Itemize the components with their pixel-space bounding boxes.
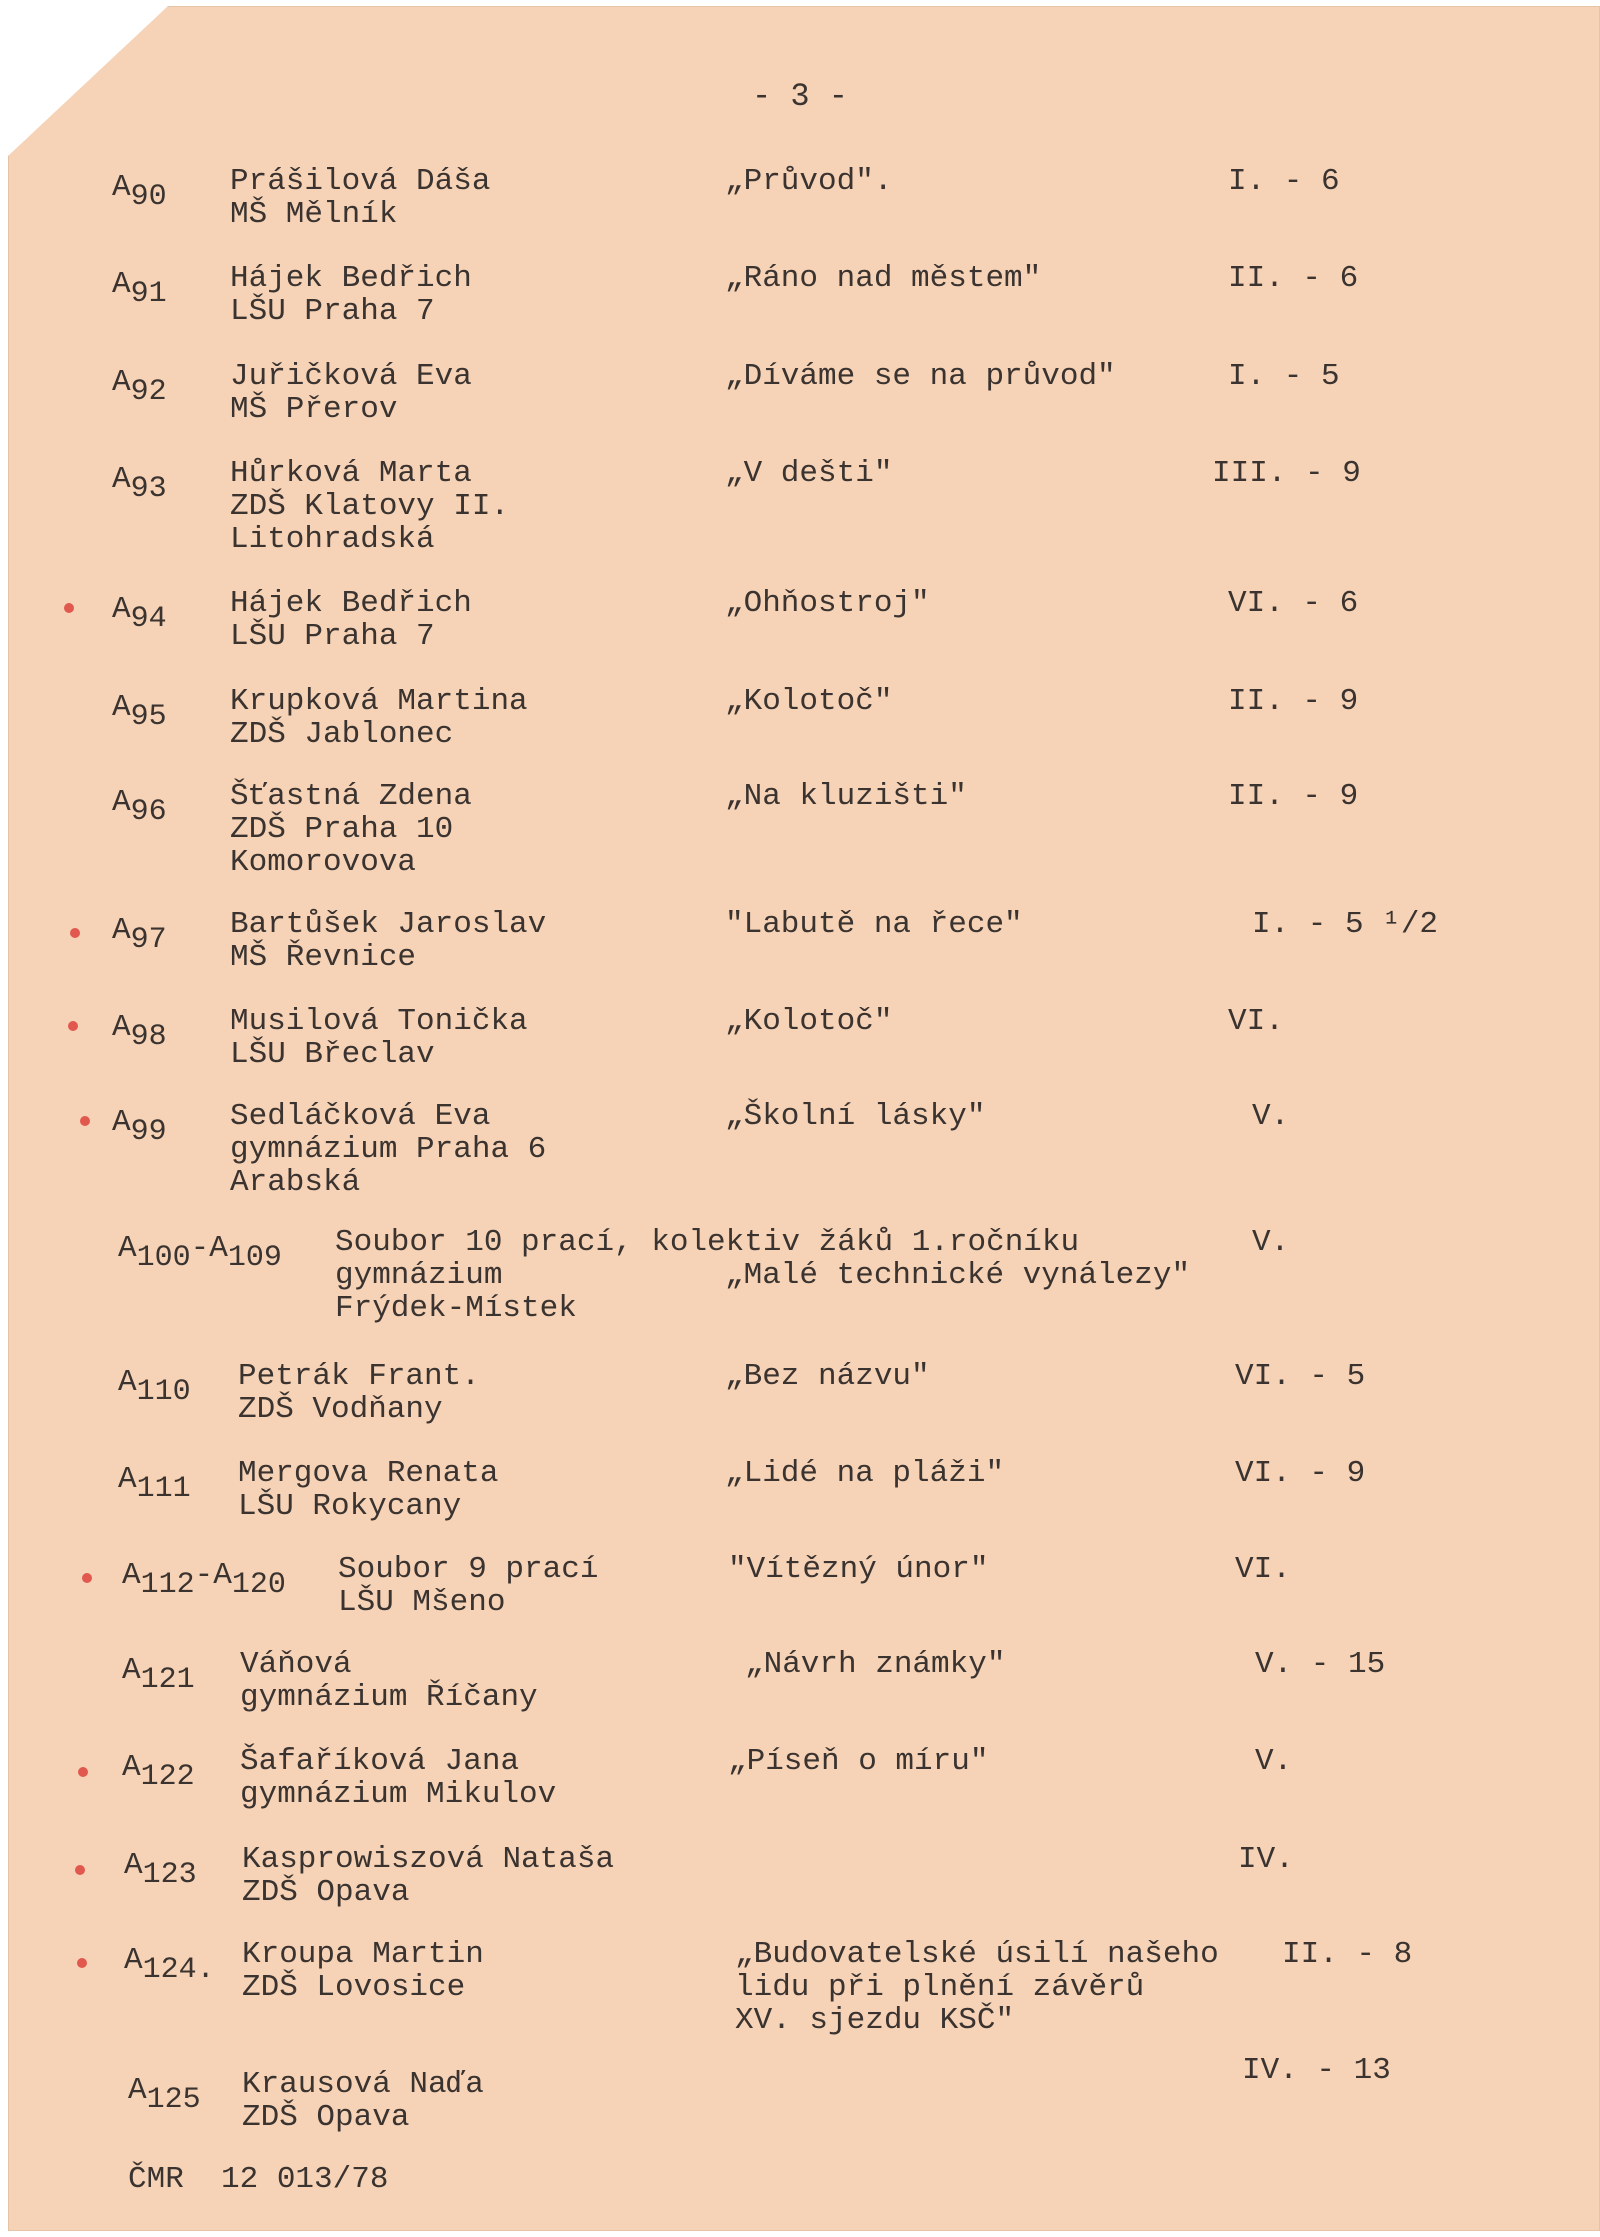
entry-id: $A_{124.}$ <box>124 1943 215 1987</box>
entry-id: $A_{100}-A_{109}$ <box>118 1231 282 1275</box>
entry-grade: IV. <box>1238 1842 1294 1877</box>
document-reference: ČMR 12 013/78 <box>128 2162 389 2197</box>
entry-id: $A_{122}$ <box>122 1750 195 1794</box>
entry-grade: VI. <box>1228 1004 1284 1039</box>
red-dot-mark <box>75 1865 85 1875</box>
entry-title: „V dešti" <box>725 456 893 491</box>
entry-id: $A_{99}$ <box>112 1105 167 1149</box>
entry-id: $A_{95}$ <box>112 690 167 734</box>
entry-title: „Malé technické vynálezy" <box>725 1258 1191 1293</box>
entry-grade: I. - 6 <box>1228 164 1340 199</box>
entry-grade: II. - 9 <box>1228 684 1359 719</box>
entry-name: Bartůšek Jaroslav MŠ Řevnice <box>230 907 547 975</box>
entry-id: $A_{121}$ <box>122 1653 195 1697</box>
entry-grade: VI. <box>1235 1552 1291 1587</box>
entry-name: Krupková Martina ZDŠ Jablonec <box>230 684 528 752</box>
page-number: - 3 - <box>751 78 848 115</box>
entry-title: „Díváme se na průvod" <box>725 359 1116 394</box>
entry-title: „Na kluzišti" <box>725 779 967 814</box>
entry-grade: VI. - 5 <box>1235 1359 1366 1394</box>
red-dot-mark <box>77 1958 87 1968</box>
entry-name: Váňová gymnázium Říčany <box>240 1647 538 1715</box>
red-dot-mark <box>78 1767 88 1777</box>
red-dot-mark <box>70 928 80 938</box>
entry-title: „Průvod". <box>725 164 893 199</box>
entry-title: „Návrh známky" <box>745 1647 1006 1682</box>
entry-name: Sedláčková Eva gymnázium Praha 6 Arabská <box>230 1099 547 1200</box>
entry-id: $A_{94}$ <box>112 592 167 636</box>
entry-name: Krausová Naďa ZDŠ Opava <box>242 2067 484 2135</box>
entry-name: Prášilová Dáša MŠ Mělník <box>230 164 491 232</box>
entry-grade: I. - 5 ¹/2 <box>1252 907 1439 942</box>
red-dot-mark <box>64 603 74 613</box>
entry-title: „Lidé na pláži" <box>725 1456 1005 1491</box>
entry-name: Hájek Bedřich LŠU Praha 7 <box>230 586 472 654</box>
entry-name: Šafaříková Jana gymnázium Mikulov <box>240 1744 557 1812</box>
entry-name: Juřičková Eva MŠ Přerov <box>230 359 472 427</box>
entry-name: Šťastná Zdena ZDŠ Praha 10 Komorovova <box>230 779 472 880</box>
entry-id: $A_{92}$ <box>112 365 167 409</box>
entry-title: „Kolotoč" <box>725 1004 893 1039</box>
entry-id: $A_{93}$ <box>112 462 167 506</box>
entry-id: $A_{125}$ <box>128 2073 201 2117</box>
entry-grade: IV. - 13 <box>1242 2053 1391 2088</box>
entry-id: $A_{96}$ <box>112 785 167 829</box>
entry-grade: I. - 5 <box>1228 359 1340 394</box>
entry-grade: V. - 15 <box>1255 1647 1386 1682</box>
entry-title: „Ohňostroj" <box>725 586 930 621</box>
entry-name: Musilová Tonička LŠU Břeclav <box>230 1004 528 1072</box>
entry-grade: II. - 6 <box>1228 261 1359 296</box>
entry-id: $A_{111}$ <box>118 1462 191 1506</box>
entry-grade: II. - 9 <box>1228 779 1359 814</box>
collective-text: Soubor 10 prací, kolektiv žáků 1.ročníku gymnázium Frýdek-Místek <box>335 1225 1080 1326</box>
entry-name: Hůrková Marta ZDŠ Klatovy II. Litohradská <box>230 456 510 557</box>
entry-id: $A_{91}$ <box>112 267 167 311</box>
entry-grade: II. - 8 <box>1282 1937 1413 1972</box>
entry-id: $A_{110}$ <box>118 1365 191 1409</box>
entry-grade: VI. - 9 <box>1235 1456 1366 1491</box>
entry-title: „Budovatelské úsilí našeho lidu při plnění závěrů XV. sjezdu KSČ" <box>735 1937 1219 2038</box>
entry-id: $A_{98}$ <box>112 1010 167 1054</box>
entry-title: „Kolotoč" <box>725 684 893 719</box>
entry-id: $A_{112}-A_{120}$ <box>122 1558 286 1602</box>
entry-name: Petrák Frant. ZDŠ Vodňany <box>238 1359 480 1427</box>
entry-id: $A_{123}$ <box>124 1848 197 1892</box>
entry-title: "Vítězný únor" <box>728 1552 989 1587</box>
red-dot-mark <box>82 1573 92 1583</box>
entry-title: „Píseň o míru" <box>728 1744 989 1779</box>
entry-name: Mergova Renata LŠU Rokycany <box>238 1456 499 1524</box>
entry-name: Soubor 9 prací LŠU Mšeno <box>338 1552 599 1620</box>
entry-grade: V. <box>1252 1225 1290 1260</box>
entry-title: "Labutě na řece" <box>725 907 1023 942</box>
entry-name: Kasprowiszová Nataša ZDŠ Opava <box>242 1842 615 1910</box>
entry-title: „Školní lásky" <box>725 1099 986 1134</box>
entry-name: Hájek Bedřich LŠU Praha 7 <box>230 261 472 329</box>
entry-name: Kroupa Martin ZDŠ Lovosice <box>242 1937 484 2005</box>
entry-id: $A_{97}$ <box>112 913 167 957</box>
red-dot-mark <box>80 1116 90 1126</box>
red-dot-mark <box>68 1021 78 1031</box>
entry-title: „Ráno nad městem" <box>725 261 1042 296</box>
entry-title: „Bez názvu" <box>725 1359 930 1394</box>
entry-grade: III. - 9 <box>1212 456 1361 491</box>
entry-grade: V. <box>1255 1744 1293 1779</box>
entry-id: $A_{90}$ <box>112 170 167 214</box>
entry-grade: VI. - 6 <box>1228 586 1359 621</box>
entry-grade: V. <box>1252 1099 1290 1134</box>
